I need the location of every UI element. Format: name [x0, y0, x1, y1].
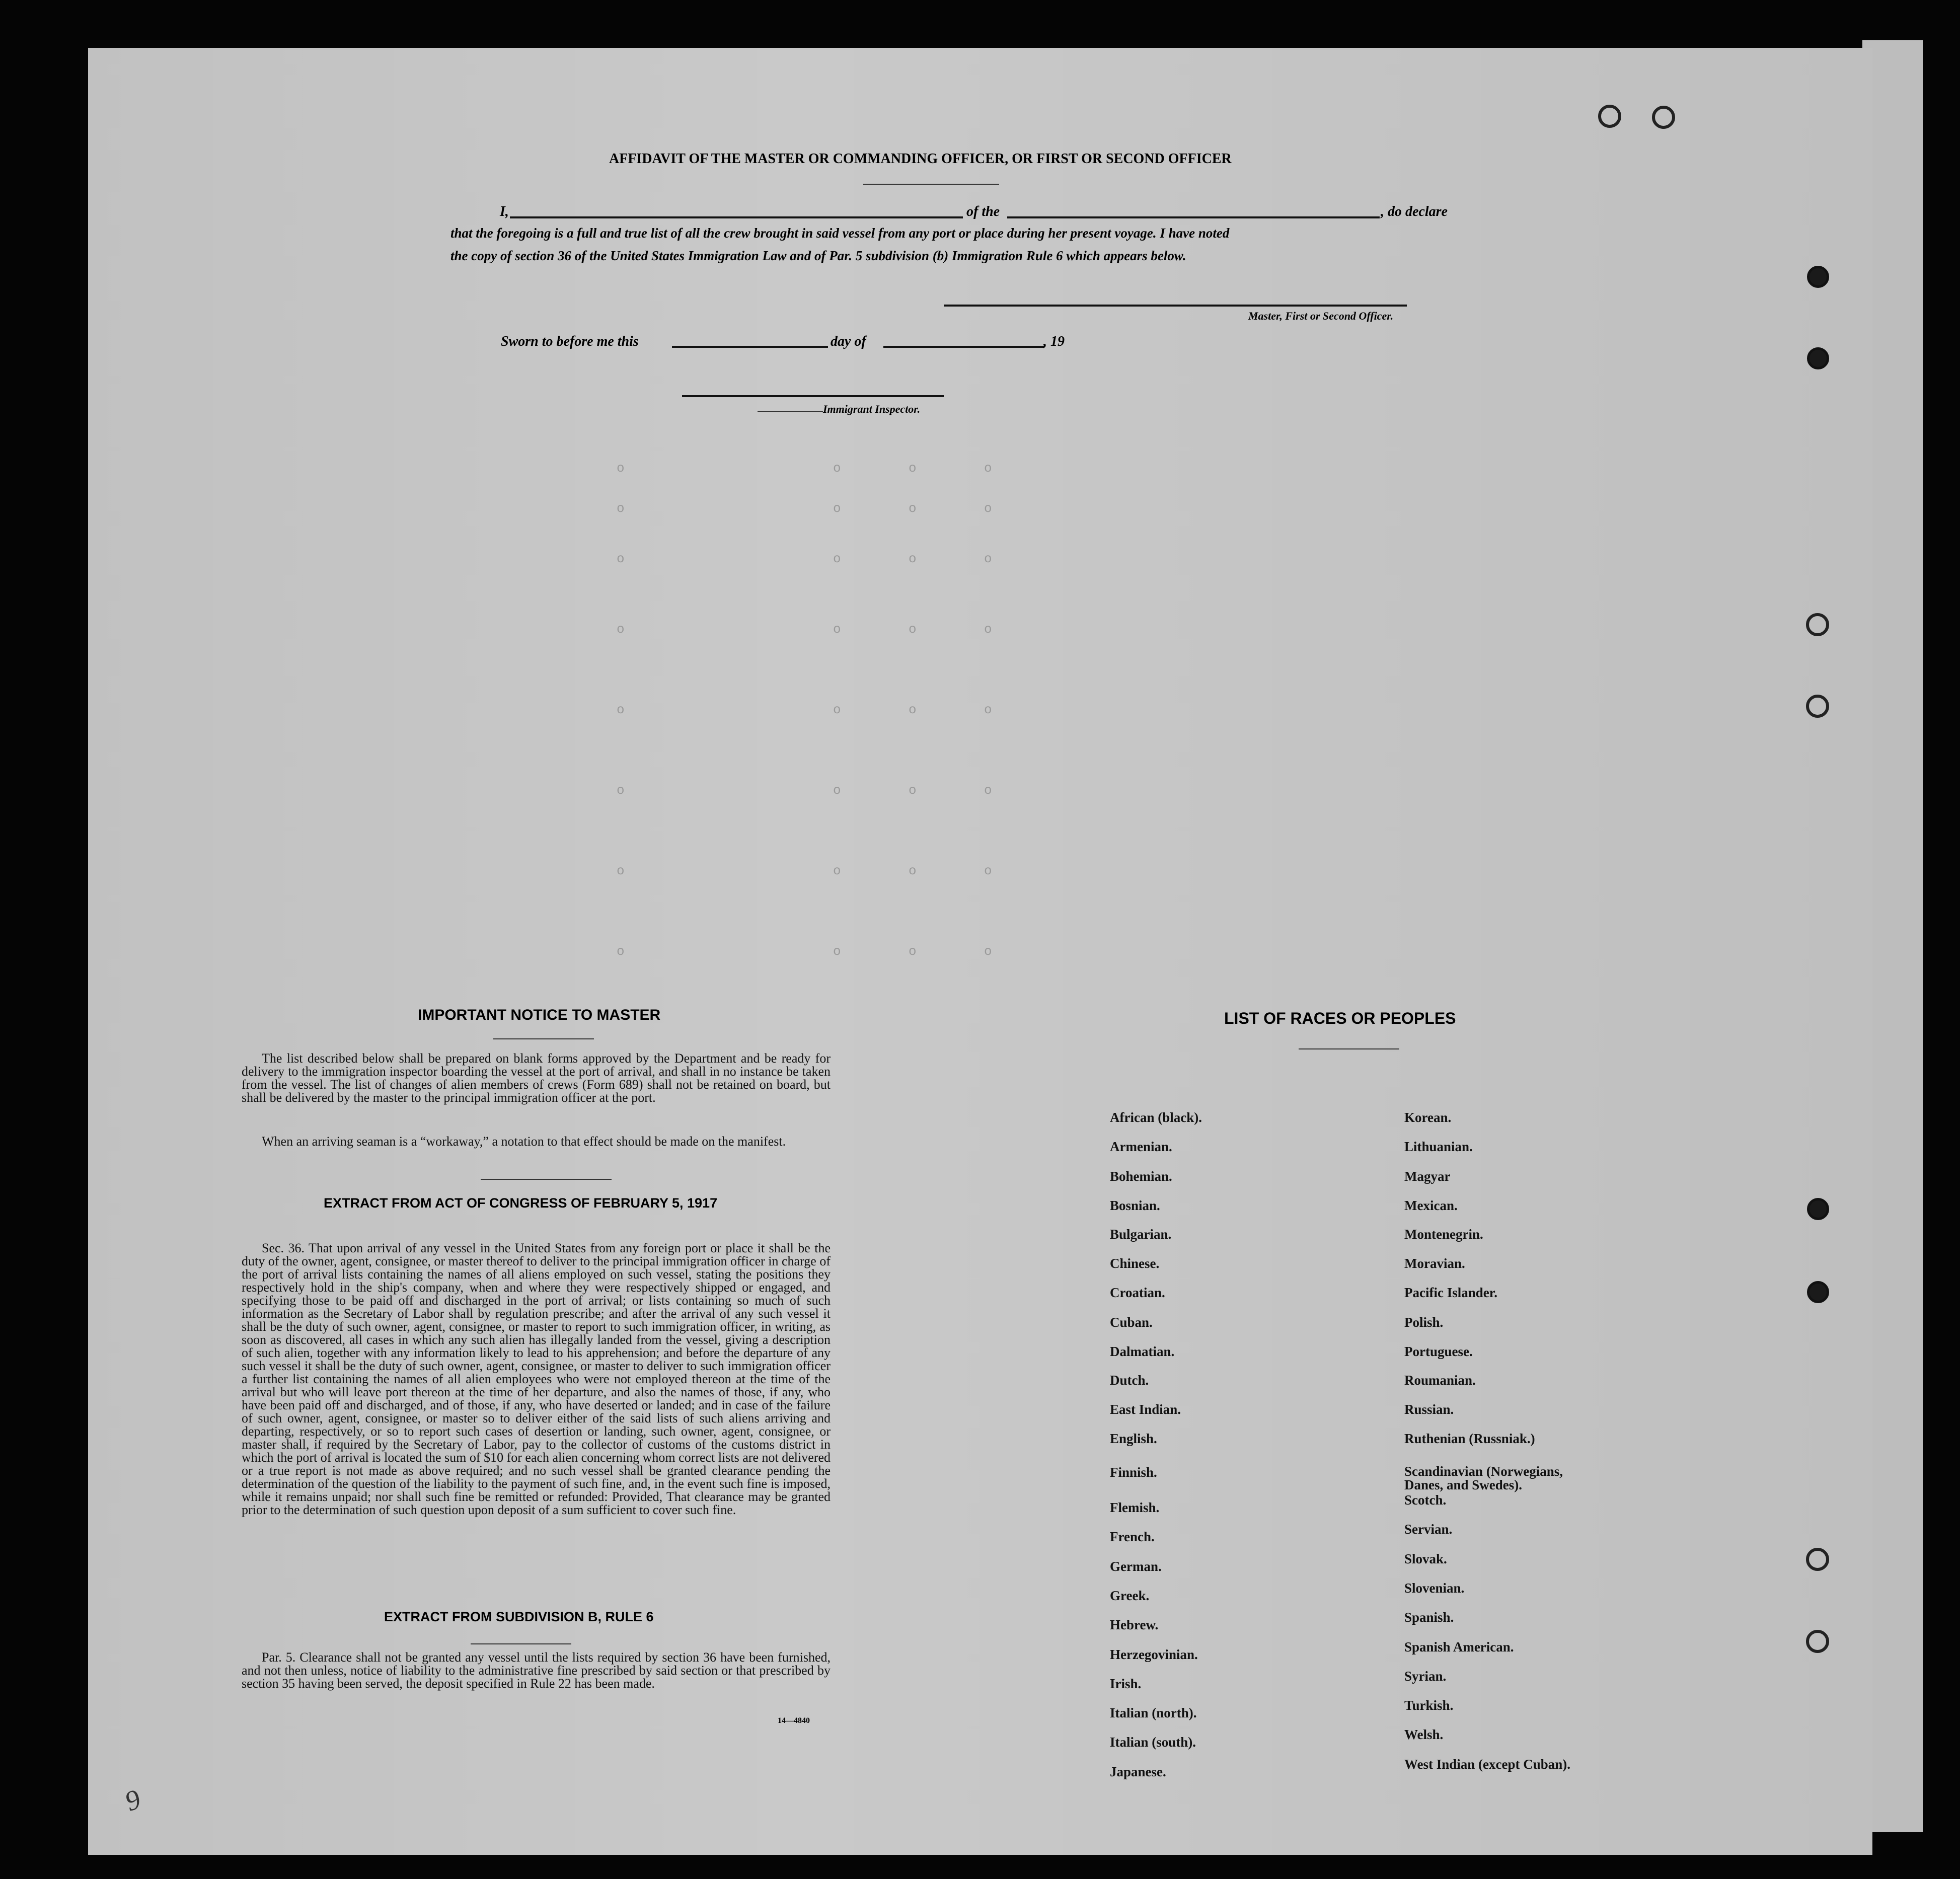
inspector-label: Immigrant Inspector.	[823, 403, 921, 415]
master-signature-label: Master, First or Second Officer.	[1248, 310, 1394, 322]
race-item: Syrian.	[1404, 1669, 1447, 1684]
race-item: Moravian.	[1404, 1256, 1465, 1271]
race-item: Roumanian.	[1404, 1373, 1476, 1388]
margin-handwritten-mark: 9	[121, 1783, 145, 1818]
race-item: Slovenian.	[1404, 1581, 1465, 1596]
punch-hole-ring	[1806, 695, 1829, 718]
form-number: 14—4840	[778, 1716, 810, 1725]
race-item: Slovak.	[1404, 1551, 1447, 1566]
sworn-day-blank[interactable]	[672, 346, 828, 348]
race-item: Pacific Islander.	[1404, 1285, 1497, 1300]
race-item: Lithuanian.	[1404, 1139, 1473, 1154]
affidavit-line1-i: I,	[500, 204, 509, 219]
sworn-label: Sworn to before me this	[501, 334, 639, 349]
punch-hole	[1807, 266, 1829, 288]
notice-para2: When an arriving seaman is a “workaway,” a notation to that effect should be made on the manifest.	[262, 1134, 786, 1149]
inspector-lead-line	[758, 411, 823, 412]
affidavit-line1-of-the: of the	[966, 204, 1000, 219]
race-item: African (black).	[1110, 1110, 1202, 1125]
race-item: West Indian (except Cuban).	[1404, 1757, 1571, 1772]
race-item: Korean.	[1404, 1110, 1452, 1125]
inspector-signature-blank[interactable]	[682, 395, 944, 397]
act-text: Sec. 36. That upon arrival of any vessel in the United States from any foreign port or place it shall be the duty of the owner, agent, consignee, or master thereof to deliver to the principal immigration officer in charge of the port of arrival lists containing the names of all aliens employed on such vessel, stating the positions they respectively hold in the ship's company, when and where they were respectively shipped or engaged, and specifying those to be paid off and discharged in the port of arrival; or lists containing so much of such information as the Secretary of Labor shall by regulation prescribe; and after the arrival of any such vessel it shall be the duty of such owner, agent, consignee, or master to report to such immigration officer, in writing, as soon as discovered, all cases in which any such alien has illegally landed from the vessel, giving a description of such alien, together with any information likely to lead to his apprehension; and before the departure of any such vessel it shall be the duty of such owner, agent, consignee, or master to deliver to such immigration officer a further list containing the names of all alien employees who were not employed thereon at the time of the arrival but who will leave port thereon at the time of her departure, and also the names of those, if any, who have been paid off and discharged, and of those, if any, who have deserted or landed; and in case of the failure of such owner, agent, consignee, or master so to deliver either of the said lists of such aliens arriving and departing, respectively, or so to report such cases of desertion or landing, such owner, agent, consignee, or master shall, if required by the Secretary of Labor, pay to the collector of customs of the customs district in which the port of arrival is located the sum of $10 for each alien concerning whom correct lists are not delivered or a true report is not made as above required; and no such vessel shall be granted clearance pending the determination of the question of the liability to the payment of such fine, and, in the event such fine is imposed, while it remains unpaid; nor shall such fine be remitted or refunded: Provided, That clearance may be granted prior to the determination of such question upon deposit of a sum sufficient to cover such fine.	[242, 1241, 831, 1517]
race-item: Armenian.	[1110, 1139, 1172, 1154]
race-item: Portuguese.	[1404, 1344, 1473, 1359]
punch-hole-ring	[1598, 105, 1621, 128]
affidavit-line2: that the foregoing is a full and true list of all the crew brought in said vessel from any port or place during her present voyage. I have noted	[450, 226, 1230, 241]
race-item: Polish.	[1404, 1315, 1444, 1330]
race-item: Japanese.	[1110, 1764, 1166, 1779]
race-item: Spanish.	[1404, 1610, 1454, 1625]
race-item: Chinese.	[1110, 1256, 1160, 1271]
punch-hole-ring	[1806, 1548, 1829, 1571]
punch-hole	[1807, 1281, 1829, 1303]
race-item: Finnish.	[1110, 1465, 1157, 1480]
vessel-name-blank[interactable]	[1007, 216, 1380, 218]
race-item: Welsh.	[1404, 1727, 1444, 1742]
race-item: Dutch.	[1110, 1373, 1149, 1388]
race-item: Hebrew.	[1110, 1617, 1159, 1632]
race-item: Greek.	[1110, 1588, 1150, 1603]
race-item: Scandinavian (Norwegians, Danes, and Swedes).	[1404, 1464, 1563, 1492]
race-item: Servian.	[1404, 1522, 1453, 1537]
rule-title: EXTRACT FROM SUBDIVISION B, RULE 6	[384, 1609, 654, 1624]
race-item: Montenegrin.	[1404, 1227, 1483, 1242]
punch-hole-ring	[1806, 1630, 1829, 1653]
master-signature-blank[interactable]	[944, 305, 1407, 307]
affidavit-title-underline	[863, 184, 999, 185]
declarant-name-blank[interactable]	[510, 216, 963, 218]
race-item: Turkish.	[1404, 1698, 1454, 1713]
race-item: Herzegovinian.	[1110, 1647, 1198, 1662]
race-item: Croatian.	[1110, 1285, 1165, 1300]
affidavit-line1-declare: , do declare	[1381, 204, 1448, 219]
race-item: English.	[1110, 1431, 1157, 1446]
race-item: Italian (north).	[1110, 1705, 1197, 1720]
race-item: East Indian.	[1110, 1402, 1181, 1417]
race-item: Bosnian.	[1110, 1198, 1160, 1213]
punch-hole-ring	[1652, 106, 1675, 129]
races-title-underline	[1299, 1048, 1399, 1049]
race-item: Italian (south).	[1110, 1735, 1196, 1750]
act-title: EXTRACT FROM ACT OF CONGRESS OF FEBRUARY 5, 1917	[324, 1195, 718, 1211]
race-item: Bohemian.	[1110, 1169, 1172, 1184]
affidavit-line3: the copy of section 36 of the United States Immigration Law and of Par. 5 subdivision (b) Immigration Rule 6 which appears below.	[450, 248, 1186, 263]
race-item: French.	[1110, 1529, 1155, 1544]
race-item: Dalmatian.	[1110, 1344, 1175, 1359]
rule-text: Par. 5. Clearance shall not be granted any vessel until the lists required by section 36 have been furnished, and not then unless, notice of liability to the administrative fine prescribed by said section or that prescribed by section 35 having been served, the deposit specified in Rule 22 has been made.	[242, 1650, 831, 1691]
day-of-label: day of	[831, 334, 866, 349]
notice-para1: The list described below shall be prepared on blank forms approved by the Department and be ready for delivery to the immigration inspector boarding the vessel at the port of arrival, and shall in no instance be taken from the vessel. The list of changes of alien members of crews (Form 689) shall not be retained on board, but shall be delivered by the master to the principal immigration officer at the port.	[242, 1051, 831, 1105]
race-item: Irish.	[1110, 1676, 1142, 1691]
races-title: LIST OF RACES OR PEOPLES	[1224, 1009, 1456, 1027]
race-item: Russian.	[1404, 1402, 1454, 1417]
rule-title-underline	[471, 1643, 571, 1644]
notice-title: IMPORTANT NOTICE TO MASTER	[418, 1007, 661, 1023]
race-item: Ruthenian (Russniak.)	[1404, 1431, 1535, 1446]
race-item: Flemish.	[1110, 1500, 1160, 1515]
punch-hole	[1807, 347, 1829, 369]
notice-divider	[481, 1179, 612, 1180]
race-item: Spanish American.	[1404, 1639, 1514, 1655]
sworn-month-blank[interactable]	[883, 346, 1044, 348]
race-item: German.	[1110, 1559, 1162, 1574]
race-item: Bulgarian.	[1110, 1227, 1172, 1242]
affidavit-title: AFFIDAVIT OF THE MASTER OR COMMANDING OFFICER, OR FIRST OR SECOND OFFICER	[609, 151, 1232, 167]
race-item: Magyar	[1404, 1169, 1451, 1184]
race-item: Scotch.	[1404, 1492, 1447, 1508]
document-page: o o o o o o o o o o o o o o o o o o o o o o o o o o o o o o o o AFFIDAVIT OF THE MASTER OR COMMANDING OFFICER, OR FIRST OR SECOND OFFICER I, of the , do declare that the foregoing is a full and true list of all the crew brought in said vessel from any port or place during her present voyage. I have noted the copy of section 36 of the United States Immigration Law and of Par. 5 subdivision (b) Immigration Rule 6 which appears below. Master, First or Second Officer. Sworn to before me this day of , 19 Immigrant Inspector. IMPORTANT NOTICE TO MASTER The list described below shall be prepared on blank forms approved by the Department and be ready for delivery to the immigration inspector boarding the vessel at the port of arrival, and shall in no instance be taken from the vessel. The list of changes of alien members of crews (Form 689) shall not be retained on board, but shall be delivered by the master to the principal immigration officer at the port. When an arriving seaman is a “workaway,” a notation to that effect should be made on the manifest. EXTRACT FROM ACT OF CONGRESS OF FEBRUARY 5, 1917 Sec. 36. That upon arrival of any vessel in the United States from any foreign port or place it shall be the duty of the owner, agent, consignee, or master thereof to deliver to the principal immigration officer in charge of the port of arrival lists containing the names of all aliens employed on such vessel, stating the positions they respectively hold in the ship's company, when and where they were respectively shipped or engaged, and specifying those to be paid off and discharged in the port of arrival; or lists containing so much of such information as the Secretary of Labor shall by regulation prescribe; and after the arrival of any such vessel it shall be the duty of such owner, agent, consignee, or master to report to such immigration officer, in writing, as soon as discovered, all cases in which any such alien has illegally landed from the vessel, giving a description of such alien, together with any information likely to lead to his apprehension; and before the departure of any such vessel it shall be the duty of such owner, agent, consignee, or master to deliver to such immigration officer a further list containing the names of all alien employees who were not employed thereon at the time of the arrival but who will leave port thereon at the time of her departure, and also the names of those, if any, who have been paid off and discharged, and of those, if any, who have deserted or landed; and in case of the failure of such owner, agent, consignee, or master so to deliver either of the said lists of such aliens arriving and departing, respectively, or so to report such cases of desertion or landing, such owner, agent, consignee, or master shall, if required by the Secretary of Labor, pay to the collector of customs of the customs district in which the port of arrival is located the sum of $10 for each alien concerning whom correct lists are not delivered or a true report is not made as above required; and no such vessel shall be granted clearance pending the determination of the question of the liability to the payment of such fine, and, in the event such fine is imposed, while it remains unpaid; nor shall such fine be remitted or refunded: Provided, That clearance may be granted prior to the determination of such question upon deposit of a sum sufficient to cover such fine. EXTRACT FROM SUBDIVISION B, RULE 6 Par. 5. Clearance shall not be granted any vessel until the lists required by section 36 have been furnished, and not then unless, notice of liability to the administrative fine prescribed by said section or that prescribed by section 35 having been served, the deposit specified in Rule 22 has been made. 14—4840 LIST OF RACES OR PEOPLES 9 African (black). Armenian. Bohemian. Bosnian. Bulgarian. Chinese. Croatian. Cuban. Dalmatian. Dutch. East Indian. English. Finnish. Flemish. French. German. Greek. Hebrew. Herzegovinian. Irish. Italian (north). Italian (south). Japanese. Korean. Lithuanian. Magyar Mexican. Montenegrin. Moravian. Pacific Islander. Polish. Portuguese. Roumanian. Russian. Ruthenian (Russniak.) Scandinavian (Norwegians, Danes, and Swedes). Scotch. Servian. Slovak. Slovenian. Spanish. Spanish American. Syrian. Turkish. Welsh. West Indian (except Cuban).	[88, 48, 1872, 1855]
punch-hole-ring	[1806, 613, 1829, 636]
notice-title-underline	[493, 1038, 594, 1039]
punch-hole	[1807, 1198, 1829, 1220]
race-item: Cuban.	[1110, 1315, 1153, 1330]
race-item: Mexican.	[1404, 1198, 1458, 1213]
year-label: , 19	[1043, 334, 1065, 349]
